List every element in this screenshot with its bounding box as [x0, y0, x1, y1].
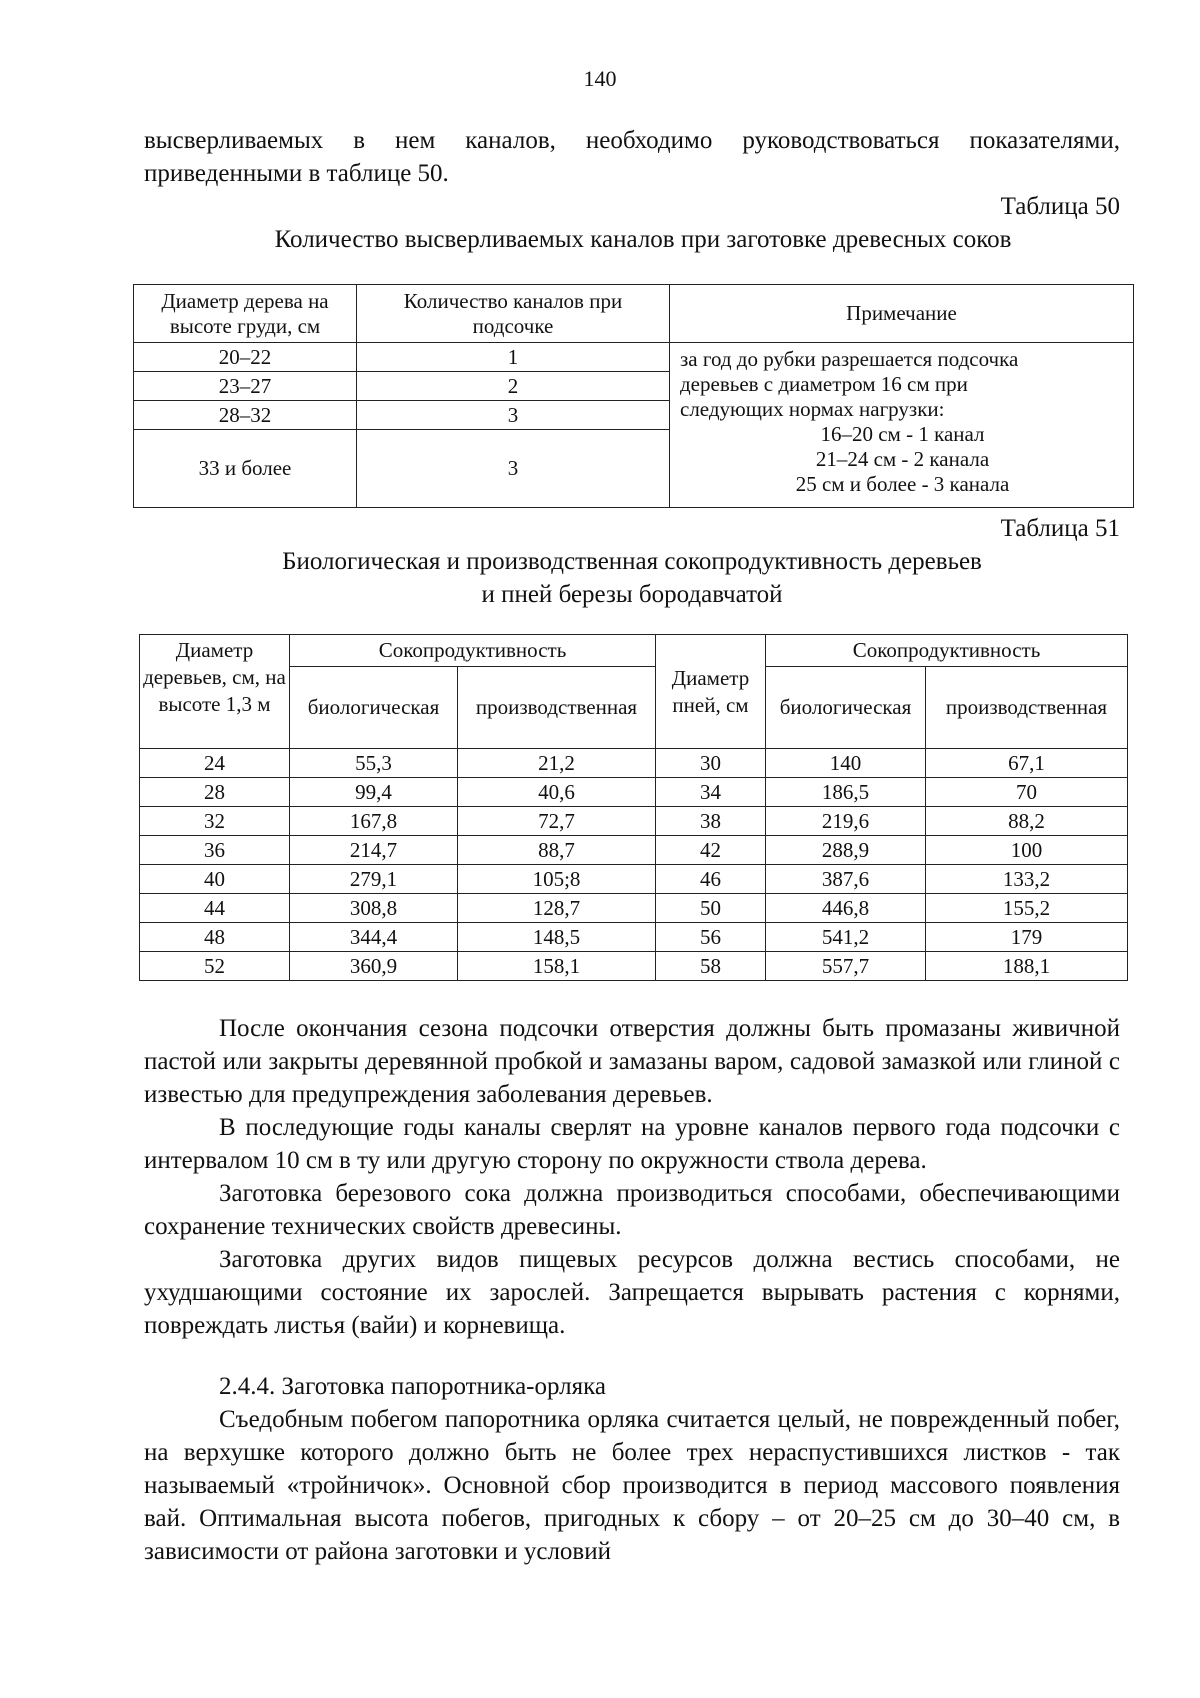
table50-caption — [144, 190, 1120, 256]
table50-header-channels: Количество каналов при подсочке — [357, 285, 670, 343]
table50-note-cell — [670, 343, 1134, 508]
table51-cell-tree-diameter: 24 — [140, 749, 290, 778]
table50 — [133, 284, 1134, 508]
table51-cell-stump-biological: 557,7 — [766, 952, 926, 981]
table51-cell-stump-production: 133,2 — [926, 865, 1128, 894]
table51-cell-tree-diameter: 28 — [140, 778, 290, 807]
table-row — [140, 894, 1128, 923]
table50-note-line: за год до рубки разрешается подсочка — [680, 347, 1019, 371]
table51-cell-tree-diameter: 40 — [140, 865, 290, 894]
table51-cell-stump-biological: 288,9 — [766, 836, 926, 865]
table51-cell-production: 21,2 — [458, 749, 656, 778]
table51-cell-tree-diameter: 48 — [140, 923, 290, 952]
table51-cell-production: 128,7 — [458, 894, 656, 923]
table51-cell-production: 72,7 — [458, 807, 656, 836]
table51-cell-stump-diameter: 34 — [656, 778, 766, 807]
table51-cell-production: 105;8 — [458, 865, 656, 894]
table50-label: Таблица 50 — [1000, 193, 1120, 220]
body-paragraphs — [144, 1012, 1120, 1568]
table-row — [140, 778, 1128, 807]
table50-header-note: Примечание — [670, 285, 1134, 343]
table51-cell-stump-diameter: 38 — [656, 807, 766, 836]
table51-cell-biological: 360,9 — [290, 952, 458, 981]
table51-cell-stump-production: 70 — [926, 778, 1128, 807]
table51-cell-production: 88,7 — [458, 836, 656, 865]
table-row — [134, 343, 1134, 372]
table51-cell-tree-diameter: 36 — [140, 836, 290, 865]
table51-cell-tree-diameter: 32 — [140, 807, 290, 836]
table50-title: Количество высверливаемых каналов при заготовке древесных соков — [274, 226, 1012, 253]
table51-cell-biological: 167,8 — [290, 807, 458, 836]
table50-cell-channels: 1 — [357, 343, 670, 372]
table51-title-line-2: и пней березы бородавчатой — [481, 581, 783, 608]
section-heading: 2.4.4. Заготовка папоротника-орляка — [219, 1373, 607, 1400]
table51-header-productivity-left: Сокопродуктивность — [290, 635, 656, 667]
table51-cell-biological: 344,4 — [290, 923, 458, 952]
table51-body — [140, 749, 1128, 981]
table51-cell-stump-diameter: 50 — [656, 894, 766, 923]
table51-cell-stump-production: 179 — [926, 923, 1128, 952]
intro-line-2: приведенными в таблице 50. — [144, 160, 449, 187]
table51-cell-stump-diameter: 42 — [656, 836, 766, 865]
table50-cell-diameter: 33 и более — [134, 430, 357, 508]
intro-paragraph — [144, 124, 1120, 190]
table51-cell-production: 40,6 — [458, 778, 656, 807]
table51-cell-stump-biological: 186,5 — [766, 778, 926, 807]
table51-cell-stump-diameter: 30 — [656, 749, 766, 778]
table51 — [139, 634, 1128, 981]
table51-header-tree-diameter: Диаметр деревьев, см, на высоте 1,3 м — [140, 635, 290, 749]
table50-cell-diameter: 20–22 — [134, 343, 357, 372]
table51-cell-stump-biological: 387,6 — [766, 865, 926, 894]
table51-cell-stump-biological: 219,6 — [766, 807, 926, 836]
table51-header-production: производственная — [926, 667, 1128, 749]
table-row — [140, 923, 1128, 952]
table51-header-biological: биологическая — [766, 667, 926, 749]
table51-label: Таблица 51 — [1000, 515, 1120, 542]
table51-cell-stump-production: 88,2 — [926, 807, 1128, 836]
table51-cell-stump-diameter: 56 — [656, 923, 766, 952]
table51-cell-stump-diameter: 46 — [656, 865, 766, 894]
table50-note-line: деревьев с диаметром 16 см при — [680, 372, 968, 396]
table51-header-biological: биологическая — [290, 667, 458, 749]
table-row — [140, 749, 1128, 778]
table50-note-line: 16–20 см - 1 канал — [820, 422, 985, 446]
intro-line-1: высверливаемых в нем каналов, необходимо руководствоваться показателями, — [144, 127, 1120, 154]
table50-cell-channels: 2 — [357, 372, 670, 401]
table51-header-productivity-right: Сокопродуктивность — [766, 635, 1128, 667]
table51-cell-stump-production: 155,2 — [926, 894, 1128, 923]
table50-note-line: следующих нормах нагрузки: — [680, 397, 945, 421]
table50-cell-channels: 3 — [357, 430, 670, 508]
paragraph-3: Заготовка березового сока должна производиться способами, обеспечивающими сохранение технических свойств древесины. — [144, 1180, 1120, 1240]
table51-caption — [144, 512, 1120, 611]
table51-cell-biological: 99,4 — [290, 778, 458, 807]
table51-cell-stump-production: 67,1 — [926, 749, 1128, 778]
table51-header-stump-diameter: Диаметр пней, см — [656, 635, 766, 749]
table51-cell-tree-diameter: 52 — [140, 952, 290, 981]
table50-cell-channels: 3 — [357, 401, 670, 430]
table51-cell-stump-biological: 446,8 — [766, 894, 926, 923]
table51-cell-biological: 279,1 — [290, 865, 458, 894]
paragraph-1: После окончания сезона подсочки отверстия должны быть промазаны живичной пастой или закрыты деревянной пробкой и замазаны варом, садовой замазкой или глиной с известью для предупреждения заболевания деревьев. — [144, 1015, 1120, 1108]
table50-note-line: 25 см и более - 3 канала — [795, 472, 1010, 496]
table-row — [140, 952, 1128, 981]
table51-header-production: производственная — [458, 667, 656, 749]
table51-cell-stump-biological: 140 — [766, 749, 926, 778]
table50-note-line: 21–24 см - 2 канала — [815, 447, 990, 471]
table50-cell-diameter: 23–27 — [134, 372, 357, 401]
table51-cell-biological: 214,7 — [290, 836, 458, 865]
table50-header-row — [134, 285, 1134, 343]
table51-cell-stump-production: 100 — [926, 836, 1128, 865]
table51-cell-stump-production: 188,1 — [926, 952, 1128, 981]
paragraph-4: Заготовка других видов пищевых ресурсов должна вестись способами, не ухудшающими состояние их зарослей. Запрещается вырывать растения с корнями, повреждать листья (вайи) и корневища. — [144, 1246, 1120, 1339]
table-row — [140, 836, 1128, 865]
table51-cell-biological: 308,8 — [290, 894, 458, 923]
table-row — [140, 807, 1128, 836]
paragraph-2: В последующие годы каналы сверлят на уровне каналов первого года подсочки с интервалом 10 см в ту или другую сторону по окружности ствола дерева. — [144, 1114, 1120, 1174]
table51-cell-production: 158,1 — [458, 952, 656, 981]
table51-cell-tree-diameter: 44 — [140, 894, 290, 923]
table50-header-diameter: Диаметр дерева на высоте груди, см — [134, 285, 357, 343]
table51-cell-production: 148,5 — [458, 923, 656, 952]
table51-cell-stump-diameter: 58 — [656, 952, 766, 981]
table51-title-line-1: Биологическая и производственная сокопродуктивность деревьев — [282, 548, 982, 575]
table-row — [140, 865, 1128, 894]
section-paragraph-1: Съедобным побегом папоротника орляка считается целый, не поврежденный побег, на верхушке которого должно быть не более трех нераспустившихся листков - так называемый «тройничок». Основной сбор производится в период массового появления вай. Оптимальная высота побегов, пригодных к сбору – от 20–25 см до 30–40 см, в зависимости от района заготовки и условий — [144, 1406, 1120, 1565]
table51-header-row-1 — [140, 635, 1128, 667]
table50-cell-diameter: 28–32 — [134, 401, 357, 430]
page-number: 140 — [583, 66, 617, 91]
table51-cell-stump-biological: 541,2 — [766, 923, 926, 952]
table51-cell-biological: 55,3 — [290, 749, 458, 778]
